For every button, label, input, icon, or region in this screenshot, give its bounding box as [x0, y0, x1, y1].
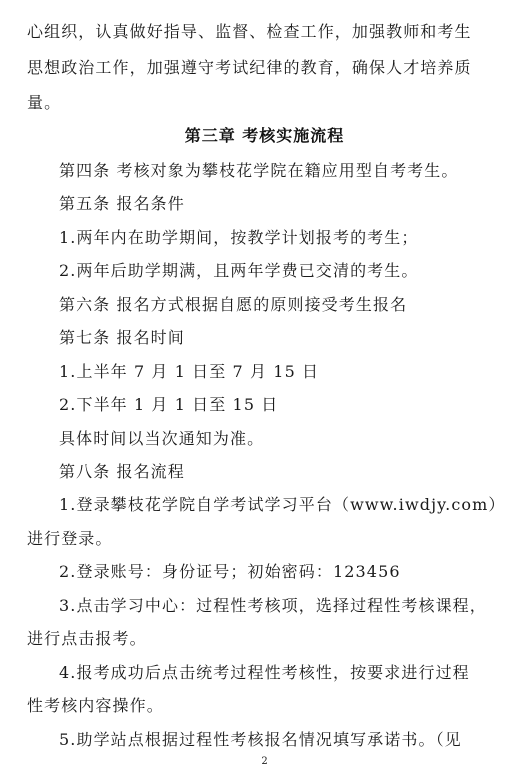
article-8-step-3: 3.点击学习中心：过程性考核项，选择过程性考核课程， — [59, 596, 487, 615]
article-8-step-1-continued: 进行登录。 — [27, 529, 113, 548]
article-8-step-3-continued: 进行点击报考。 — [27, 629, 147, 648]
article-4: 第四条 考核对象为攀枝花学院在籍应用型自考考生。 — [59, 161, 459, 180]
article-6: 第六条 报名方式根据自愿的原则接受考生报名 — [59, 295, 408, 314]
article-7-title: 第七条 报名时间 — [59, 328, 185, 347]
chapter-title: 第三章 考核实施流程 — [184, 126, 345, 145]
article-7-item: 2.下半年 1 月 1 日至 15 日 — [59, 395, 279, 414]
article-7-note: 具体时间以当次通知为准。 — [59, 429, 265, 448]
article-5-title: 第五条 报名条件 — [59, 194, 185, 213]
paragraph-line: 心组织，认真做好指导、监督、检查工作，加强教师和考生 — [27, 22, 472, 41]
article-8-step-2: 2.登录账号：身份证号；初始密码：123456 — [59, 562, 401, 581]
article-8-step-4: 4.报考成功后点击统考过程性考核性，按要求进行过程 — [59, 663, 470, 682]
article-8-step-1: 1.登录攀枝花学院自学考试学习平台（www.iwdjy.com） — [59, 495, 506, 514]
article-7-item: 1.上半年 7 月 1 日至 7 月 15 日 — [59, 362, 320, 381]
article-8-step-4-continued: 性考核内容操作。 — [27, 696, 164, 715]
article-8-step-5: 5.助学站点根据过程性考核报名情况填写承诺书。（见 — [59, 730, 462, 749]
paragraph-line: 量。 — [27, 93, 62, 112]
article-5-item: 1.两年内在助学期间，按教学计划报考的考生； — [59, 228, 419, 247]
paragraph-line: 思想政治工作，加强遵守考试纪律的教育，确保人才培养质 — [27, 58, 472, 77]
article-8-title: 第八条 报名流程 — [59, 462, 185, 481]
page-number: 2 — [261, 756, 268, 767]
article-5-item: 2.两年后助学期满，且两年学费已交清的考生。 — [59, 261, 419, 280]
